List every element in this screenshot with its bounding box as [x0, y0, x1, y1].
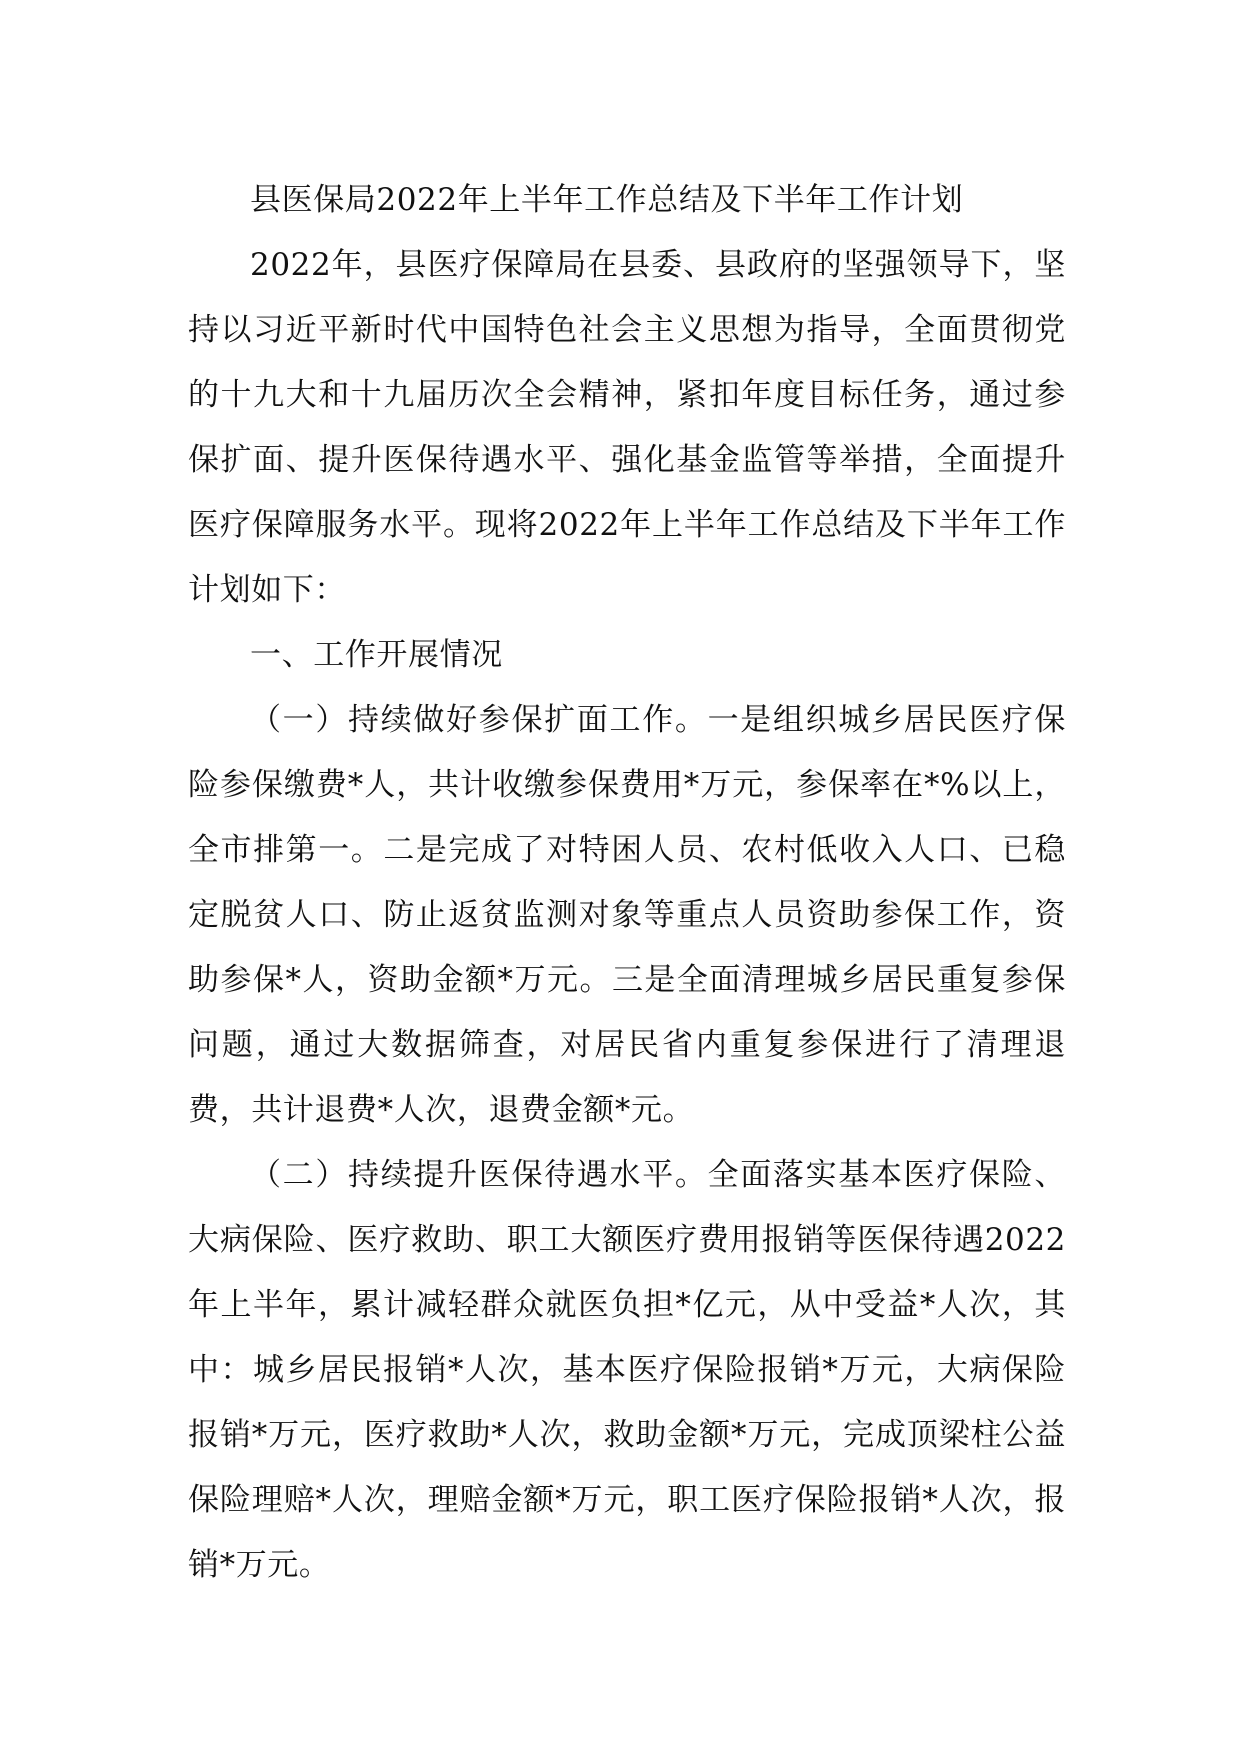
- document-title: 县医保局2022年上半年工作总结及下半年工作计划: [250, 182, 964, 218]
- section-heading-1: 一、工作开展情况: [250, 637, 503, 673]
- paragraph-item-1: （一）持续做好参保扩面工作。一是组织城乡居民医疗保险参保缴费*人，共计收缴参保费用*万元，参保率在*%以上，全市排第一。二是完成了对特困人员、农村低收入人口、已稳定脱贫人口、防止返贫监测对象等重点人员资助参保工作，资助参保*人，资助金额*万元。三是全面清理城乡居民重复参保问题，通过大数据筛查，对居民省内重复参保进行了清理退费，共计退费*人次，退费金额*元。: [188, 702, 1066, 1128]
- document-body: [188, 168, 1066, 1598]
- intro-paragraph: 2022年，县医疗保障局在县委、县政府的坚强领导下，坚持以习近平新时代中国特色社会主义思想为指导，全面贯彻党的十九大和十九届历次全会精神，紧扣年度目标任务，通过参保扩面、提升医保待遇水平、强化基金监管等举措，全面提升医疗保障服务水平。现将2022年上半年工作总结及下半年工作计划如下：: [188, 247, 1066, 608]
- paragraph-item-2: （二）持续提升医保待遇水平。全面落实基本医疗保险、大病保险、医疗救助、职工大额医疗费用报销等医保待遇2022年上半年，累计减轻群众就医负担*亿元，从中受益*人次，其中：城乡居民报销*人次，基本医疗保险报销*万元，大病保险报销*万元，医疗救助*人次，救助金额*万元，完成顶梁柱公益保险理赔*人次，理赔金额*万元，职工医疗保险报销*人次，报销*万元。: [188, 1157, 1066, 1583]
